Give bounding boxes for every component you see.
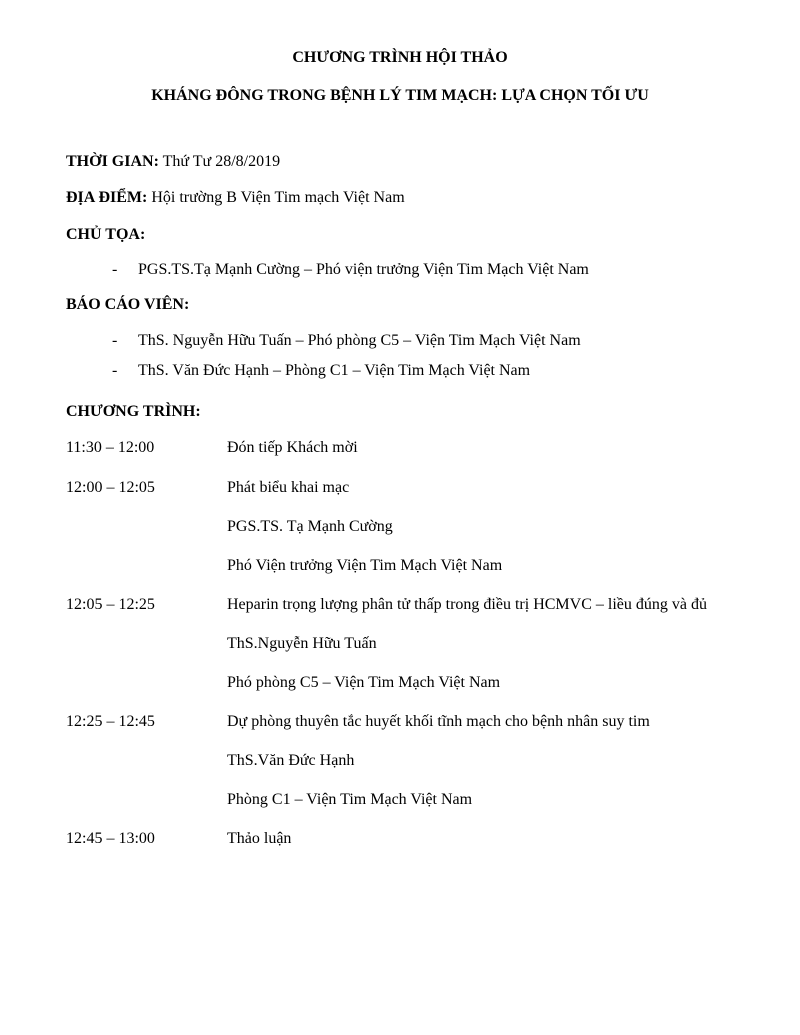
location-value: Hội trường B Viện Tim mạch Việt Nam (151, 189, 405, 206)
session-title: Đón tiếp Khách mời (227, 439, 358, 456)
chair-item: PGS.TS.Tạ Mạnh Cường – Phó viện trưởng Viện Tim Mạch Việt Nam (138, 261, 589, 278)
chair-label: CHỦ TỌA: (66, 226, 146, 243)
program-heading (66, 402, 201, 422)
session-speaker: ThS.Văn Đức Hạnh (227, 752, 355, 769)
time-row (66, 152, 280, 172)
session-speaker: ThS.Nguyễn Hữu Tuấn (227, 635, 377, 652)
session-title: Dự phòng thuyên tắc huyết khối tĩnh mạch cho bệnh nhân suy tim (227, 713, 650, 730)
chair-heading (66, 225, 145, 245)
session-time: 12:45 – 13:00 (66, 830, 155, 847)
session-title: Thảo luận (227, 830, 292, 847)
session-affiliation: Phó phòng C5 – Viện Tim Mạch Việt Nam (227, 674, 501, 691)
session-affiliation: Phó Viện trưởng Viện Tim Mạch Việt Nam (227, 557, 503, 574)
session-title: Heparin trọng lượng phân tử thấp trong điều trị HCMVC – liều đúng và đủ (227, 596, 707, 613)
session-title: Phát biểu khai mạc (227, 479, 350, 496)
bullet-dash: - (112, 362, 118, 379)
speaker-item: ThS. Nguyễn Hữu Tuấn – Phó phòng C5 – Viện Tim Mạch Việt Nam (138, 332, 581, 349)
time-value: Thứ Tư 28/8/2019 (162, 153, 281, 170)
speaker-item: ThS. Văn Đức Hạnh – Phòng C1 – Viện Tim Mạch Việt Nam (138, 362, 531, 379)
bullet-dash: - (112, 332, 118, 349)
speakers-label: BÁO CÁO VIÊN: (66, 296, 190, 313)
bullet-dash: - (112, 261, 118, 278)
document-title: CHƯƠNG TRÌNH HỘI THẢO (292, 49, 508, 66)
session-time: 12:05 – 12:25 (66, 596, 155, 613)
speakers-heading (66, 295, 189, 315)
time-label: THỜI GIAN: (66, 153, 159, 170)
document-subtitle: KHÁNG ĐÔNG TRONG BỆNH LÝ TIM MẠCH: LỰA CHỌN TỐI ƯU (151, 87, 649, 104)
session-speaker: PGS.TS. Tạ Mạnh Cường (227, 518, 393, 535)
session-time: 12:25 – 12:45 (66, 713, 155, 730)
session-affiliation: Phòng C1 – Viện Tim Mạch Việt Nam (227, 791, 473, 808)
location-row (66, 188, 405, 208)
program-label: CHƯƠNG TRÌNH: (66, 403, 201, 420)
location-label: ĐỊA ĐIỂM: (66, 189, 148, 206)
session-time: 11:30 – 12:00 (66, 439, 155, 456)
session-time: 12:00 – 12:05 (66, 479, 155, 496)
